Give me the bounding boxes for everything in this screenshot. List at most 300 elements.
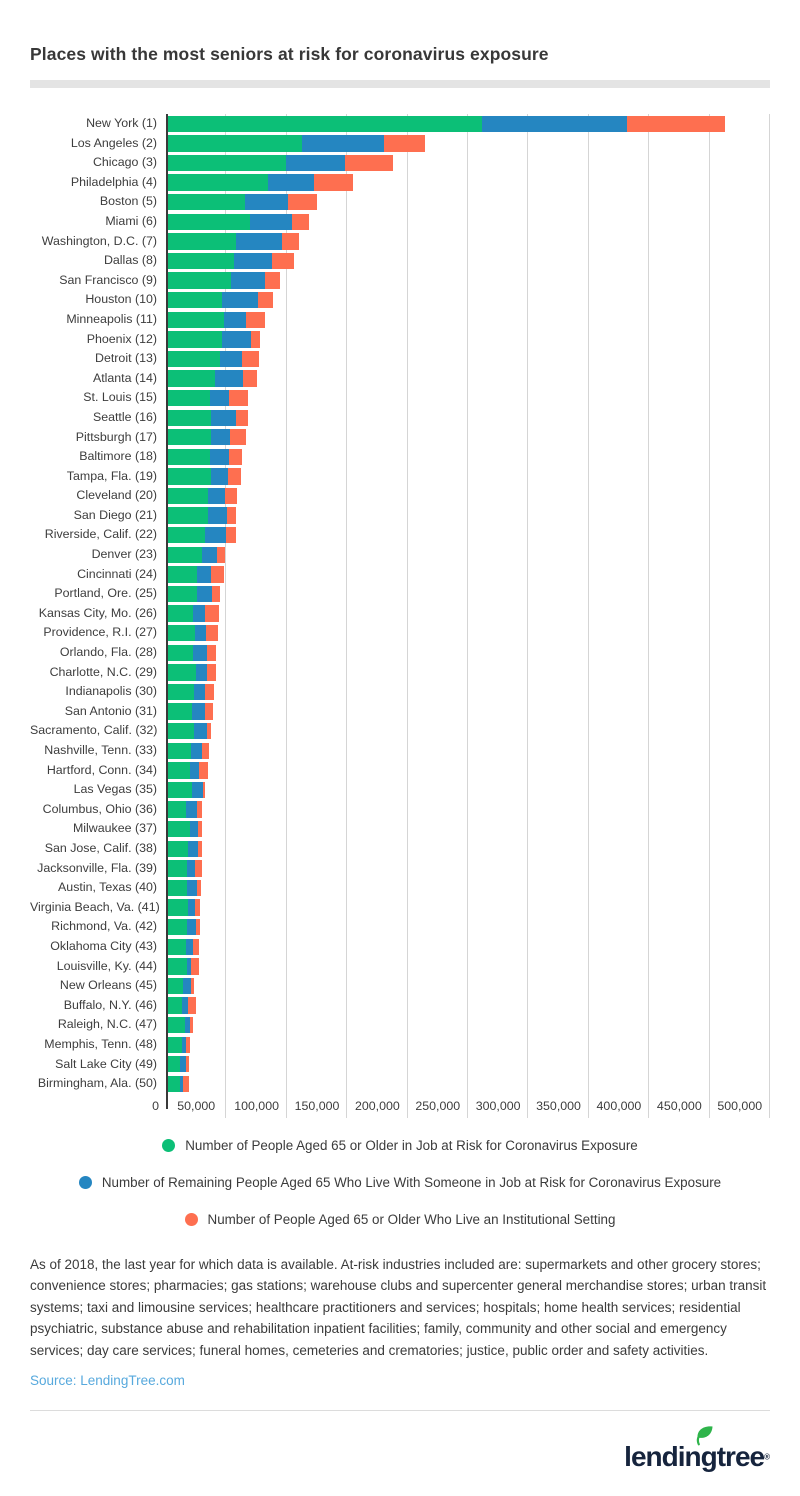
- bar-segment[interactable]: [166, 605, 193, 621]
- stacked-bar[interactable]: [166, 135, 770, 151]
- bar-segment[interactable]: [190, 1017, 193, 1033]
- stacked-bar[interactable]: [166, 312, 770, 328]
- bar-segment[interactable]: [227, 507, 236, 523]
- stacked-bar[interactable]: [166, 527, 770, 543]
- bar-row: [166, 565, 770, 585]
- stacked-bar[interactable]: [166, 821, 770, 837]
- y-axis-label: Tampa, Fla. (19): [66, 468, 157, 483]
- y-axis-label: San Francisco (9): [59, 272, 157, 287]
- bar-segment[interactable]: [186, 1037, 190, 1053]
- logo-text: lendingtree: [624, 1441, 765, 1473]
- bar-segment[interactable]: [193, 645, 207, 661]
- bar-row: [166, 957, 770, 977]
- bar-segment[interactable]: [180, 1056, 187, 1072]
- stacked-bar[interactable]: [166, 272, 770, 288]
- bar-segment[interactable]: [192, 782, 203, 798]
- bar-segment[interactable]: [166, 507, 208, 523]
- source-link[interactable]: Source: LendingTree.com: [30, 1373, 185, 1389]
- y-axis-label: Salt Lake City (49): [55, 1056, 157, 1071]
- bar-segment[interactable]: [195, 860, 202, 876]
- y-axis-label: Columbus, Ohio (36): [42, 801, 157, 816]
- bar-segment[interactable]: [166, 899, 188, 915]
- bar-segment[interactable]: [220, 351, 242, 367]
- bar-segment[interactable]: [236, 233, 282, 249]
- plot-area: [152, 114, 770, 1118]
- bar-segment[interactable]: [211, 410, 236, 426]
- bar-segment[interactable]: [166, 351, 220, 367]
- bar-segment[interactable]: [192, 703, 205, 719]
- stacked-bar[interactable]: [166, 762, 770, 778]
- bar-row: [166, 937, 770, 957]
- bar-segment[interactable]: [166, 155, 286, 171]
- bar-segment[interactable]: [166, 1037, 182, 1053]
- bar-segment[interactable]: [166, 586, 197, 602]
- bar-segment[interactable]: [187, 919, 196, 935]
- bar-segment[interactable]: [190, 821, 198, 837]
- bar-segment[interactable]: [199, 762, 208, 778]
- bar-segment[interactable]: [194, 723, 207, 739]
- bar-segment[interactable]: [236, 410, 248, 426]
- logo-area: [30, 1431, 770, 1473]
- stacked-bar[interactable]: [166, 860, 770, 876]
- y-axis-label: Richmond, Va. (42): [51, 919, 157, 934]
- x-axis: [152, 1094, 770, 1118]
- x-axis-tick-label: 100,000: [234, 1098, 279, 1113]
- bar-segment[interactable]: [166, 527, 205, 543]
- bar-segment[interactable]: [193, 605, 205, 621]
- bar-segment[interactable]: [197, 801, 203, 817]
- stacked-bar[interactable]: [166, 468, 770, 484]
- bar-segment[interactable]: [190, 762, 199, 778]
- bar-row: [166, 1074, 770, 1094]
- bar-segment[interactable]: [225, 488, 237, 504]
- bar-segment[interactable]: [166, 664, 196, 680]
- bar-segment[interactable]: [197, 566, 212, 582]
- stacked-bar-chart: [30, 114, 770, 1118]
- bar-segment[interactable]: [345, 155, 393, 171]
- stacked-bar[interactable]: [166, 370, 770, 386]
- y-axis-label: Sacramento, Calif. (32): [30, 723, 158, 738]
- bar-segment[interactable]: [187, 880, 197, 896]
- bar-row: [166, 212, 770, 232]
- stacked-bar[interactable]: [166, 233, 770, 249]
- bar-segment[interactable]: [166, 997, 182, 1013]
- bar-segment[interactable]: [166, 253, 234, 269]
- bar-row: [166, 232, 770, 252]
- bar-row: [166, 134, 770, 154]
- bar-segment[interactable]: [166, 272, 231, 288]
- bar-segment[interactable]: [188, 841, 198, 857]
- legend-label: Number of Remaining People Aged 65 Who Live With Someone in Job at Risk for Coronavirus Exposure: [101, 1174, 722, 1190]
- stacked-bar[interactable]: [166, 292, 770, 308]
- bar-segment[interactable]: [202, 743, 209, 759]
- bar-segment[interactable]: [302, 135, 384, 151]
- bar-segment[interactable]: [166, 1076, 180, 1092]
- bar-row: [166, 721, 770, 741]
- y-axis-label: Louisville, Ky. (44): [56, 958, 157, 973]
- bar-segment[interactable]: [166, 370, 215, 386]
- stacked-bar[interactable]: [166, 919, 770, 935]
- bar-row: [166, 173, 770, 193]
- bar-segment[interactable]: [212, 586, 220, 602]
- bar-segment[interactable]: [166, 468, 211, 484]
- bar-segment[interactable]: [258, 292, 273, 308]
- bar-segment[interactable]: [314, 174, 353, 190]
- bar-segment[interactable]: [166, 782, 192, 798]
- y-axis-label: Chicago (3): [92, 155, 157, 170]
- stacked-bar[interactable]: [166, 841, 770, 857]
- stacked-bar[interactable]: [166, 939, 770, 955]
- stacked-bar[interactable]: [166, 429, 770, 445]
- bar-segment[interactable]: [166, 860, 187, 876]
- stacked-bar[interactable]: [166, 997, 770, 1013]
- stacked-bar[interactable]: [166, 801, 770, 817]
- bar-row: [166, 525, 770, 545]
- bar-segment[interactable]: [206, 625, 218, 641]
- stacked-bar[interactable]: [166, 410, 770, 426]
- x-axis-tick-label: 450,000: [656, 1098, 702, 1113]
- bar-segment[interactable]: [194, 684, 204, 700]
- y-axis-label: Providence, R.I. (27): [43, 625, 157, 640]
- bar-segment[interactable]: [222, 331, 251, 347]
- stacked-bar[interactable]: [166, 155, 770, 171]
- stacked-bar[interactable]: [166, 449, 770, 465]
- bar-row: [166, 192, 770, 212]
- bar-row: [166, 1015, 770, 1035]
- stacked-bar[interactable]: [166, 684, 770, 700]
- bar-segment[interactable]: [166, 331, 222, 347]
- bar-row: [166, 780, 770, 800]
- bar-segment[interactable]: [187, 860, 195, 876]
- bar-segment[interactable]: [166, 958, 187, 974]
- bar-row: [166, 839, 770, 859]
- x-axis-tick-label: 300,000: [475, 1098, 521, 1113]
- y-axis-label: Milwaukee (37): [72, 821, 157, 836]
- y-axis-label: Birmingham, Ala. (50): [37, 1076, 157, 1091]
- legend-label: Number of People Aged 65 or Older Who Live an Institutional Setting: [207, 1211, 616, 1227]
- bar-segment[interactable]: [166, 762, 190, 778]
- bar-segment[interactable]: [166, 1056, 180, 1072]
- bar-segment[interactable]: [191, 958, 198, 974]
- y-axis-label: Detroit (13): [95, 351, 157, 366]
- bar-row: [166, 663, 770, 683]
- bar-segment[interactable]: [188, 997, 196, 1013]
- x-axis-tick-label: 250,000: [415, 1098, 461, 1113]
- bar-segment[interactable]: [166, 312, 224, 328]
- bar-segment[interactable]: [208, 488, 226, 504]
- y-axis-label: Charlotte, N.C. (29): [49, 664, 157, 679]
- stacked-bar[interactable]: [166, 625, 770, 641]
- page-title: Places with the most seniors at risk for coronavirus exposure: [30, 44, 549, 64]
- legend-item-institutional: [30, 1212, 770, 1227]
- bar-segment[interactable]: [166, 841, 188, 857]
- y-axis-label: Cleveland (20): [76, 488, 157, 503]
- stacked-bar[interactable]: [166, 1056, 770, 1072]
- bar-segment[interactable]: [166, 429, 211, 445]
- bar-segment[interactable]: [627, 116, 726, 132]
- stacked-bar[interactable]: [166, 1017, 770, 1033]
- bar-segment[interactable]: [202, 547, 217, 563]
- bar-segment[interactable]: [265, 272, 279, 288]
- bar-row: [166, 388, 770, 408]
- bar-segment[interactable]: [230, 429, 245, 445]
- y-axis-label: Miami (6): [105, 213, 157, 228]
- bar-segment[interactable]: [166, 547, 202, 563]
- bar-segment[interactable]: [243, 370, 257, 386]
- stacked-bar[interactable]: [166, 899, 770, 915]
- bar-segment[interactable]: [195, 625, 206, 641]
- bar-segment[interactable]: [197, 880, 201, 896]
- bar-row: [166, 604, 770, 624]
- bar-segment[interactable]: [288, 194, 316, 210]
- y-axis-label: Memphis, Tenn. (48): [44, 1036, 157, 1051]
- bar-row: [166, 545, 770, 565]
- y-axis-label: Raleigh, N.C. (47): [57, 1017, 157, 1032]
- bar-segment[interactable]: [166, 214, 250, 230]
- y-axis-labels: [30, 114, 166, 1118]
- bar-segment[interactable]: [205, 605, 219, 621]
- y-axis-label: Dallas (8): [103, 253, 157, 268]
- bar-segment[interactable]: [207, 723, 211, 739]
- bar-segment[interactable]: [193, 939, 199, 955]
- stacked-bar[interactable]: [166, 880, 770, 896]
- bar-segment[interactable]: [197, 586, 212, 602]
- bar-row: [166, 310, 770, 330]
- stacked-bar[interactable]: [166, 1076, 770, 1092]
- legend-item-live-with-someone: [30, 1175, 770, 1190]
- stacked-bar[interactable]: [166, 547, 770, 563]
- bar-segment[interactable]: [242, 351, 260, 367]
- bar-row: [166, 251, 770, 271]
- bar-segment[interactable]: [166, 723, 194, 739]
- bar-segment[interactable]: [205, 703, 214, 719]
- stacked-bar[interactable]: [166, 507, 770, 523]
- stacked-bar[interactable]: [166, 703, 770, 719]
- bar-segment[interactable]: [166, 194, 245, 210]
- bar-row: [166, 976, 770, 996]
- y-axis-label: Cincinnati (24): [77, 566, 157, 581]
- bar-segment[interactable]: [166, 233, 236, 249]
- bar-segment[interactable]: [186, 939, 193, 955]
- stacked-bar[interactable]: [166, 723, 770, 739]
- y-axis-label: Riverside, Calif. (22): [44, 527, 157, 542]
- y-axis-label: Indianapolis (30): [65, 684, 157, 699]
- bar-segment[interactable]: [215, 370, 243, 386]
- bar-segment[interactable]: [183, 1076, 189, 1092]
- bar-segment[interactable]: [166, 978, 183, 994]
- bar-segment[interactable]: [282, 233, 299, 249]
- bar-segment[interactable]: [203, 782, 206, 798]
- bar-segment[interactable]: [292, 214, 309, 230]
- bar-segment[interactable]: [245, 194, 288, 210]
- bar-segment[interactable]: [205, 527, 226, 543]
- bar-segment[interactable]: [229, 390, 249, 406]
- bar-segment[interactable]: [208, 507, 227, 523]
- y-axis-label: Virginia Beach, Va. (41): [30, 899, 160, 914]
- stacked-bar[interactable]: [166, 488, 770, 504]
- bar-segment[interactable]: [198, 821, 202, 837]
- y-axis-label: Denver (23): [91, 547, 157, 562]
- bar-segment[interactable]: [211, 468, 227, 484]
- bar-row: [166, 114, 770, 134]
- stacked-bar[interactable]: [166, 664, 770, 680]
- y-axis-label: Hartford, Conn. (34): [46, 762, 157, 777]
- bar-segment[interactable]: [222, 292, 258, 308]
- bar-segment[interactable]: [231, 272, 265, 288]
- x-axis-tick-label: 200,000: [354, 1098, 400, 1113]
- bar-segment[interactable]: [224, 312, 245, 328]
- bar-segment[interactable]: [188, 899, 196, 915]
- bar-segment[interactable]: [166, 174, 268, 190]
- x-axis-tick-label: 500,000: [717, 1098, 763, 1113]
- stacked-bar[interactable]: [166, 978, 770, 994]
- stacked-bar[interactable]: [166, 116, 770, 132]
- stacked-bar[interactable]: [166, 782, 770, 798]
- bar-segment[interactable]: [268, 174, 314, 190]
- bar-segment[interactable]: [226, 527, 236, 543]
- bar-segment[interactable]: [186, 801, 197, 817]
- bar-segment[interactable]: [210, 449, 228, 465]
- bar-segment[interactable]: [166, 880, 187, 896]
- bar-segment[interactable]: [166, 939, 186, 955]
- y-axis-label: Baltimore (18): [79, 449, 157, 464]
- y-axis-label: Seattle (16): [92, 409, 157, 424]
- y-axis-label: New York (1): [86, 116, 157, 130]
- stacked-bar[interactable]: [166, 1037, 770, 1053]
- bar-row: [166, 819, 770, 839]
- bar-row: [166, 878, 770, 898]
- y-axis-label: Austin, Texas (40): [58, 880, 157, 895]
- y-axis-label: Minneapolis (11): [66, 311, 157, 326]
- bar-row: [166, 917, 770, 937]
- bar-segment[interactable]: [229, 449, 243, 465]
- bar-row: [166, 506, 770, 526]
- bar-segment[interactable]: [195, 899, 200, 915]
- bar-segment[interactable]: [166, 703, 192, 719]
- bar-segment[interactable]: [286, 155, 345, 171]
- bar-segment[interactable]: [166, 821, 190, 837]
- legend-label: Number of People Aged 65 or Older in Job at Risk for Coronavirus Exposure: [185, 1137, 638, 1153]
- bar-row: [166, 898, 770, 918]
- bar-row: [166, 643, 770, 663]
- bar-segment[interactable]: [166, 1017, 185, 1033]
- bar-row: [166, 1035, 770, 1055]
- stacked-bar[interactable]: [166, 194, 770, 210]
- bar-segment[interactable]: [183, 978, 191, 994]
- bar-segment[interactable]: [166, 135, 302, 151]
- bar-segment[interactable]: [166, 645, 193, 661]
- bar-segment[interactable]: [384, 135, 426, 151]
- bar-row: [166, 1055, 770, 1075]
- bar-segment[interactable]: [166, 684, 194, 700]
- stacked-bar[interactable]: [166, 605, 770, 621]
- bar-row: [166, 330, 770, 350]
- stacked-bar[interactable]: [166, 958, 770, 974]
- stacked-bar[interactable]: [166, 253, 770, 269]
- bar-segment[interactable]: [211, 566, 224, 582]
- bar-segment[interactable]: [217, 547, 225, 563]
- stacked-bar[interactable]: [166, 586, 770, 602]
- stacked-bar[interactable]: [166, 351, 770, 367]
- bar-segment[interactable]: [166, 390, 210, 406]
- bar-row: [166, 369, 770, 389]
- bar-segment[interactable]: [482, 116, 627, 132]
- x-axis-tick-label: 150,000: [294, 1098, 340, 1113]
- bar-row: [166, 486, 770, 506]
- y-axis-label: Los Angeles (2): [70, 135, 157, 150]
- bar-segment[interactable]: [166, 488, 208, 504]
- bar-segment[interactable]: [210, 390, 228, 406]
- bar-segment[interactable]: [205, 684, 215, 700]
- bar-segment[interactable]: [166, 743, 191, 759]
- bar-segment[interactable]: [166, 919, 187, 935]
- bar-segment[interactable]: [166, 566, 197, 582]
- bar-segment[interactable]: [166, 625, 195, 641]
- y-axis-label: Orlando, Fla. (28): [59, 645, 157, 660]
- bar-segment[interactable]: [207, 645, 216, 661]
- bar-segment[interactable]: [196, 664, 207, 680]
- x-axis-zero: 0: [152, 1098, 159, 1113]
- stacked-bar[interactable]: [166, 566, 770, 582]
- stacked-bar[interactable]: [166, 645, 770, 661]
- bar-segment[interactable]: [251, 331, 260, 347]
- bar-row: [166, 996, 770, 1016]
- y-axis-label: Nashville, Tenn. (33): [44, 743, 157, 757]
- bar-segment[interactable]: [166, 116, 482, 132]
- bar-segment[interactable]: [228, 468, 241, 484]
- y-axis-label: Phoenix (12): [86, 331, 157, 346]
- bar-segment[interactable]: [166, 449, 210, 465]
- y-axis-label: Boston (5): [99, 194, 157, 209]
- bar-row: [166, 859, 770, 879]
- legend-dot-blue: [79, 1176, 92, 1189]
- footer-divider: [30, 1410, 770, 1411]
- y-axis-label: Atlanta (14): [92, 370, 157, 385]
- stacked-bar[interactable]: [166, 214, 770, 230]
- bar-segment[interactable]: [196, 919, 200, 935]
- bar-segment[interactable]: [272, 253, 294, 269]
- bar-segment[interactable]: [207, 664, 216, 680]
- y-axis-label: Pittsburgh (17): [75, 429, 157, 444]
- bar-segment[interactable]: [211, 429, 231, 445]
- bar-segment[interactable]: [191, 978, 194, 994]
- y-axis-label: St. Louis (15): [83, 390, 157, 405]
- bar-segment[interactable]: [250, 214, 292, 230]
- bar-segment[interactable]: [191, 743, 201, 759]
- bar-segment[interactable]: [166, 292, 222, 308]
- bar-segment[interactable]: [234, 253, 272, 269]
- methodology-note: As of 2018, the last year for which data is available. At-risk industries included are: supermarkets and other grocery stores; convenience stores; pharmacies; gas stations; warehouse clubs and supercenter general merchandise stores; urban transit systems; taxi and limousine services; healthcare practitioners and services; hospitals; home health services; residential psychiatric, substance abuse and rehabilitation inpatient facilities; family, community and other social and emergency services; day care services; funeral homes, cemeteries and crematories; justice, public order and safety activities.: [30, 1256, 767, 1358]
- bar-row: [166, 271, 770, 291]
- x-axis-tick-label: 400,000: [596, 1098, 642, 1113]
- x-axis-tick-label: 50,000: [177, 1098, 216, 1113]
- y-axis-label: Washington, D.C. (7): [41, 233, 157, 248]
- bar-segment[interactable]: [166, 801, 186, 817]
- bar-segment[interactable]: [246, 312, 265, 328]
- bar-segment[interactable]: [198, 841, 202, 857]
- y-axis-label: Jacksonville, Fla. (39): [37, 860, 157, 875]
- bar-row: [166, 702, 770, 722]
- bar-segment[interactable]: [166, 410, 211, 426]
- bar-row: [166, 741, 770, 761]
- stacked-bar[interactable]: [166, 174, 770, 190]
- leaf-icon: [691, 1422, 718, 1452]
- stacked-bar[interactable]: [166, 331, 770, 347]
- stacked-bar[interactable]: [166, 390, 770, 406]
- bar-segment[interactable]: [186, 1056, 189, 1072]
- stacked-bar[interactable]: [166, 743, 770, 759]
- y-axis-label: Portland, Ore. (25): [54, 586, 157, 601]
